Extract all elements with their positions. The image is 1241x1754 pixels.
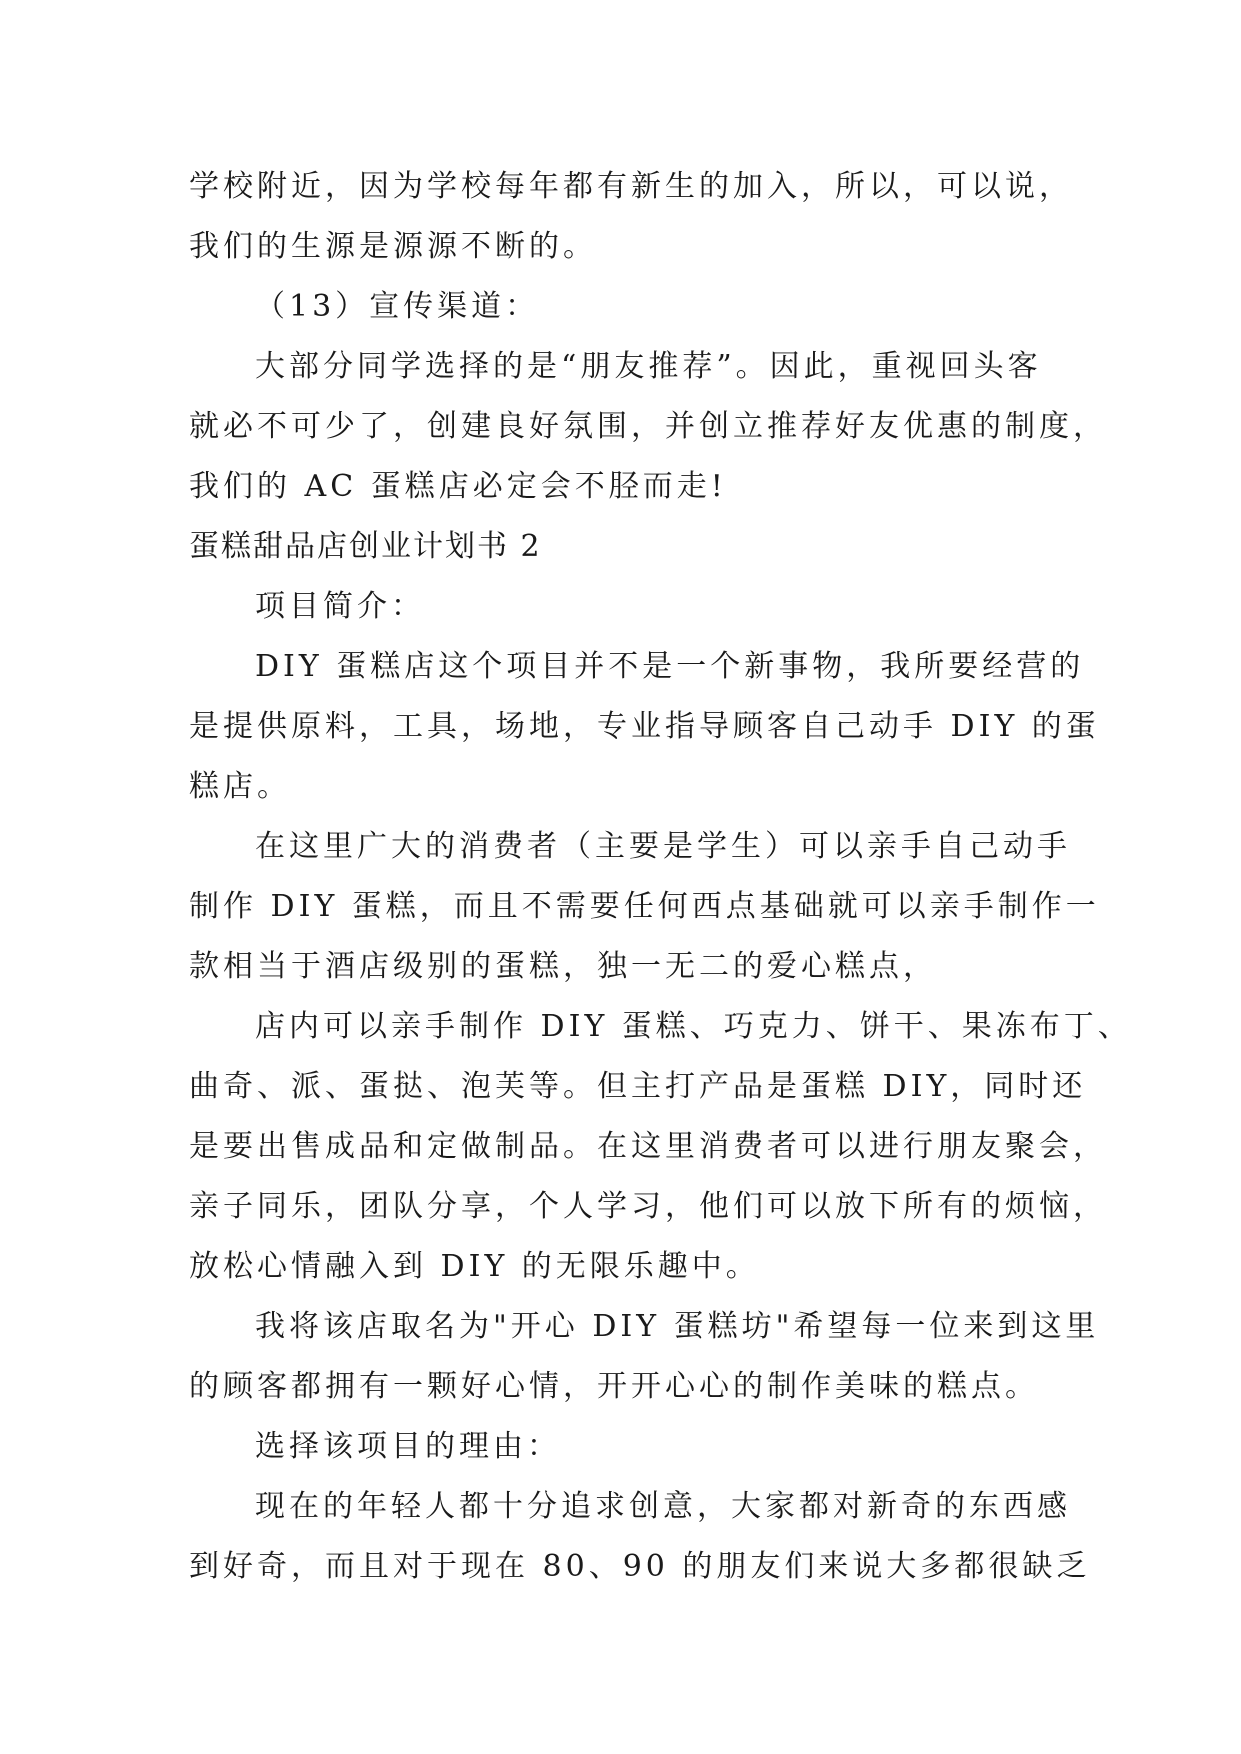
text-line-14: 款相当于酒店级别的蛋糕，独一无二的爱心糕点， [189,949,937,984]
text-line-10: 是提供原料，工具，场地，专业指导顾客自己动手 DIY 的蛋 [189,709,1100,744]
text-line-6: 我们的 AC 蛋糕店必定会不胫而走! [189,469,727,504]
section-heading-13: （13）宣传渠道： [255,289,540,324]
section-heading-intro: 项目简介： [255,589,425,624]
text-line-21: 的顾客都拥有一颗好心情，开开心心的制作美味的糕点。 [189,1369,1039,1404]
text-line-17: 是要出售成品和定做制品。在这里消费者可以进行朋友聚会， [189,1129,1107,1164]
text-line-19: 放松心情融入到 DIY 的无限乐趣中。 [189,1249,760,1284]
text-line-13: 制作 DIY 蛋糕，而且不需要任何西点基础就可以亲手制作一 [189,889,1100,924]
section-heading-reason: 选择该项目的理由： [255,1429,561,1464]
text-line-18: 亲子同乐，团队分享，个人学习，他们可以放下所有的烦恼， [189,1189,1107,1224]
text-line-2: 我们的生源是源源不断的。 [189,229,597,264]
text-line-11: 糕店。 [189,769,291,804]
document-title: 蛋糕甜品店创业计划书 2 [189,529,542,564]
text-line-5: 就必不可少了，创建良好氛围，并创立推荐好友优惠的制度， [189,409,1107,444]
text-line-20: 我将该店取名为"开心 DIY 蛋糕坊"希望每一位来到这里 [255,1309,1100,1344]
text-line-12: 在这里广大的消费者（主要是学生）可以亲手自己动手 [255,829,1071,864]
text-line-16: 曲奇、派、蛋挞、泡芙等。但主打产品是蛋糕 DIY，同时还 [189,1069,1087,1104]
text-line-24: 到好奇，而且对于现在 80、90 的朋友们来说大多都很缺乏 [189,1549,1091,1584]
text-line-9: DIY 蛋糕店这个项目并不是一个新事物，我所要经营的 [255,649,1085,684]
text-line-4: 大部分同学选择的是“朋友推荐”。因此，重视回头客 [255,349,1042,384]
text-line-23: 现在的年轻人都十分追求创意，大家都对新奇的东西感 [255,1489,1071,1524]
text-line-1: 学校附近，因为学校每年都有新生的加入，所以，可以说， [189,169,1073,204]
text-line-15: 店内可以亲手制作 DIY 蛋糕、巧克力、饼干、果冻布丁、 [255,1009,1132,1044]
